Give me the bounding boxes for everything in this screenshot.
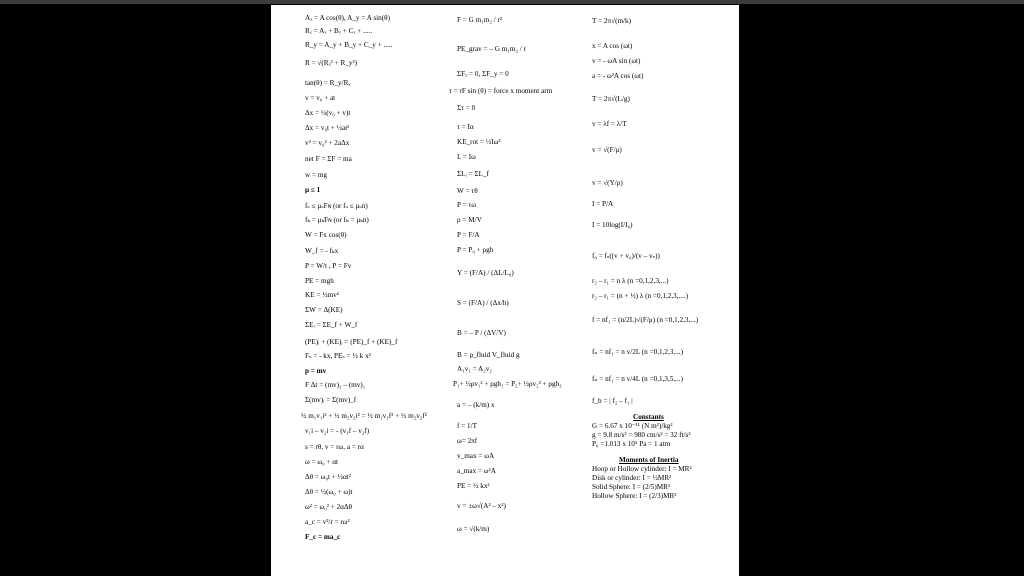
inertia-line: Hollow Sphere: I = (2/3)MR² — [592, 492, 677, 500]
formula: W = Fx cos(θ) — [305, 231, 347, 239]
formula: ω² = ω₀² + 2αΔθ — [305, 503, 352, 511]
formula: f_b = | f₂ – f₁ | — [592, 397, 633, 405]
formula: v = ±ω√(A² – x²) — [457, 502, 506, 510]
formula: f = 1/T — [457, 422, 478, 430]
constant-line: G = 6.67 x 10⁻¹¹ (N m²)/kg² — [592, 422, 673, 430]
inertia-line: Disk or cylinder: I = ½MR² — [592, 474, 672, 482]
formula: fₙ = nf₁ = n v/4L (n =0,1,3,5,...) — [592, 375, 683, 383]
formula: a_c = v²/r = rω² — [305, 518, 350, 526]
formula: Δx = v₀t + ½at² — [305, 124, 350, 132]
formula: F Δt = (mv)₂ – (mv)₁ — [305, 381, 366, 389]
formula: p = mv — [305, 367, 327, 375]
formula: s = rθ, v = rω, a = rα — [305, 443, 364, 451]
formula: v_max = ωA — [457, 452, 495, 460]
constant-line: g = 9.8 m/s² = 980 cm/s² = 32 ft/s² — [592, 431, 691, 439]
formula: S = (F/A) / (Δx/h) — [457, 299, 509, 307]
formula: μ ≤ 1 — [305, 186, 321, 194]
formula: ΣLᵢ = ΣL_f — [457, 170, 489, 178]
formula: Rₓ = Aₓ + Bₓ + Cₓ + ..... — [305, 27, 373, 35]
formula: ρ = M/V — [457, 216, 482, 224]
formula: r₂ – r₁ = n λ (n =0,1,2,3,...) — [592, 277, 669, 285]
formula: v² = v₀² + 2aΔx — [305, 139, 350, 147]
formula: P₁+ ½ρv₁² + ρgh₁ = P₂+ ½ρv₂² + ρgh₂ — [453, 380, 562, 388]
formula-sheet — [271, 5, 739, 576]
formula: ω = ω₀ + αt — [305, 458, 339, 466]
inertia-line: Solid Sphere: I = (2/5)MR² — [592, 483, 671, 491]
formula: KE_rot = ½Iω² — [457, 138, 501, 146]
formula: W_f = - fₖx — [305, 247, 339, 255]
formula: v = - ωA sin (ωt) — [592, 57, 641, 65]
formula: r₂ – r₁ = (n + ½) λ (n =0,1,2,3,....) — [592, 292, 689, 300]
formula: Δx = ½(v₀ + v)t — [305, 109, 351, 117]
formula: ω= 2πf — [457, 437, 478, 445]
formula: KE = ½mv² — [305, 291, 339, 299]
formula: Σ(mv)ᵢ = Σ(mv)_f — [305, 396, 357, 404]
formula: x = A cos (ωt) — [592, 42, 633, 50]
formula: T = 2π√(L/g) — [592, 95, 630, 103]
formula: L = Iω — [457, 153, 476, 161]
formula: v = √(F/μ) — [592, 146, 622, 154]
formula: f = nf₁ = (n/2L)√(F/μ) (n =0,1,2,3,...) — [592, 316, 699, 324]
formula: ½ m₁v₁i² + ½ m₂v₂i² = ½ m₁v₁f² + ½ m₂v₂f² — [301, 412, 427, 420]
formula: ω = √(k/m) — [457, 525, 490, 533]
formula: PE_grav = – G m₁m₂ / r — [457, 45, 526, 53]
formula: Fₛ = - kx, PEₛ = ½ k x² — [305, 352, 371, 360]
formula: I = P/A — [592, 200, 614, 208]
formula: PE = mgh — [305, 277, 334, 285]
formula: P = P₀ + ρgh — [457, 246, 494, 254]
formula: B = – P / (ΔV/V) — [457, 329, 506, 337]
formula: (PE)ᵢ + (KE)ᵢ = (PE)_f + (KE)_f — [305, 338, 398, 346]
formula: v = √(Y/ρ) — [592, 179, 623, 187]
formula: A₁v₁ = A₂v₂ — [457, 365, 492, 373]
formula: ΣFₓ = 0, ΣF_y = 0 — [457, 70, 509, 78]
inertia-heading: Moments of Inertia — [619, 456, 679, 464]
formula: v₁i – v₂i = - (v₁f – v₂f) — [305, 427, 370, 435]
formula: τ = rF sin (θ) = force x moment arm — [449, 87, 553, 95]
formula: Δθ = ω₀t + ½αt² — [305, 473, 351, 481]
formula: a_max = ω²A — [457, 467, 496, 475]
formula: ΣW = Δ(KE) — [305, 306, 343, 314]
formula: net F = ΣF = ma — [305, 155, 352, 163]
formula: F = G m₁m₂ / r² — [457, 16, 502, 24]
inertia-line: Hoop or Hollow cylinder: I = MR² — [592, 465, 692, 473]
formula: ΣEᵢ = ΣE_f + W_f — [305, 321, 358, 329]
formula: w = mg — [305, 171, 328, 179]
formula: v = v₀ + at — [305, 94, 336, 102]
formula: fₖ = μₖFɴ (or fₖ = μₖn) — [305, 216, 369, 224]
formula: PE = ½ kx² — [457, 482, 490, 490]
formula: fₛ ≤ μₛFɴ (or fₛ ≤ μₛn) — [305, 202, 368, 210]
formula: v = λf = λ/T — [592, 120, 627, 128]
formula: W = τθ — [457, 187, 478, 195]
formula: tan(θ) = R_y/Rₓ — [305, 79, 351, 87]
constants-heading: Constants — [633, 413, 664, 421]
formula: R = √(Rₓ² + R_y²) — [305, 59, 357, 67]
formula: I = 10log(I/I₀) — [592, 221, 633, 229]
formula: fₙ = nf₁ = n v/2L (n =0,1,2,3,...) — [592, 348, 683, 356]
formula: B = ρ_fluid V_fluid g — [457, 351, 520, 359]
formula: R_y = A_y + B_y + C_y + ..... — [305, 41, 393, 49]
formula: T = 2π√(m/k) — [592, 17, 632, 25]
formula: Y = (F/A) / (ΔL/L₀) — [457, 269, 514, 277]
constant-line: P₀ =1.013 x 10⁵ Pa = 1 atm — [592, 440, 671, 448]
formula: F_c = ma_c — [305, 533, 341, 541]
formula: P = W/t , P = Fv — [305, 262, 352, 270]
formula: f₀ = fₛ((v + v₀)/(v – vₛ)) — [592, 252, 660, 260]
formula: Aₓ = A cos(θ), A_y = A sin(θ) — [305, 14, 390, 22]
formula: Δθ = ½(ω₀ + ω)t — [305, 488, 353, 496]
formula: P = τω — [457, 201, 476, 209]
formula: Στ = 0 — [457, 104, 476, 112]
formula: τ = Iα — [457, 123, 474, 131]
top-bar — [0, 0, 1024, 4]
formula: a = – (k/m) x — [457, 401, 495, 409]
formula: P = F/A — [457, 231, 480, 239]
formula: a = - ω²A cos (ωt) — [592, 72, 644, 80]
